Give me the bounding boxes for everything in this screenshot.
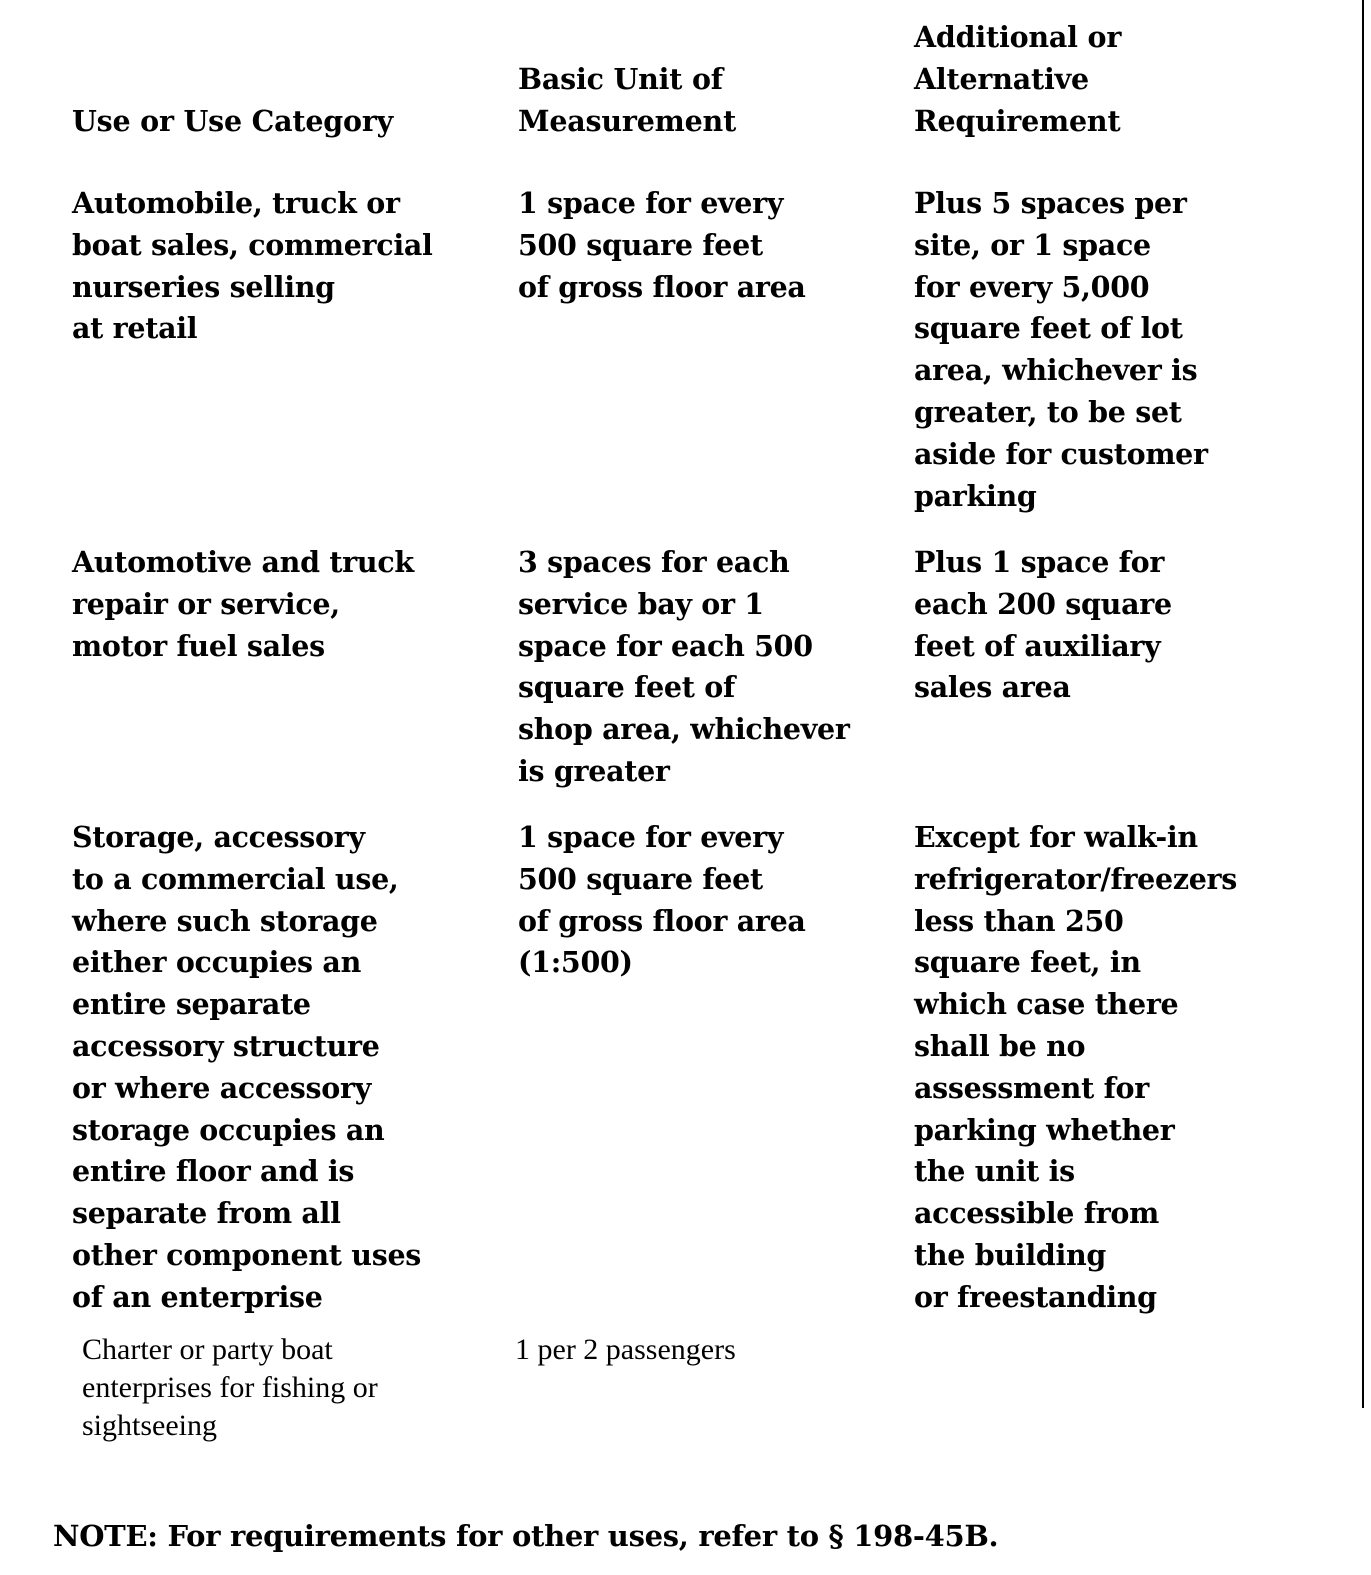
- row-3-additional: Except for walk-in refrigerator/freezers less than 250 square feet, in which case there shall be no assessment for parking whether the unit is accessible from the building or freestanding: [914, 820, 1238, 1314]
- header-use-category: Use or Use Category: [72, 104, 394, 138]
- header-additional-requirement: Additional or Alternative Requirement: [914, 20, 1122, 138]
- row-1-basic-unit: 1 space for every 500 square feet of gross floor area: [518, 186, 806, 304]
- row-2-use: Automotive and truck repair or service, motor fuel sales: [72, 545, 414, 663]
- row-1-additional: Plus 5 spaces per site, or 1 space for every 5,000 square feet of lot area, whichever is greater, to be set aside for customer parking: [914, 186, 1208, 513]
- row-2-additional: Plus 1 space for each 200 square feet of auxiliary sales area: [914, 545, 1172, 705]
- row-2-basic-unit: 3 spaces for each service bay or 1 space for each 500 square feet of shop area, whichever is greater: [518, 545, 850, 788]
- row-3-use: Storage, accessory to a commercial use, where such storage either occupies an entire separate accessory structure or where accessory storage occupies an entire floor and is separate from all other component uses of an enterprise: [72, 820, 422, 1314]
- row-1-use: Automobile, truck or boat sales, commercial nurseries selling at retail: [72, 186, 433, 346]
- footnote: NOTE: For requirements for other uses, refer to § 198-45B.: [53, 1519, 999, 1553]
- right-border-line: [1362, 0, 1364, 1408]
- header-basic-unit: Basic Unit of Measurement: [518, 62, 737, 138]
- row-3-basic-unit: 1 space for every 500 square feet of gross floor area (1:500): [518, 820, 806, 980]
- row-4-basic-unit: 1 per 2 passengers: [515, 1333, 736, 1366]
- row-4-use: Charter or party boat enterprises for fishing or sightseeing: [82, 1333, 378, 1442]
